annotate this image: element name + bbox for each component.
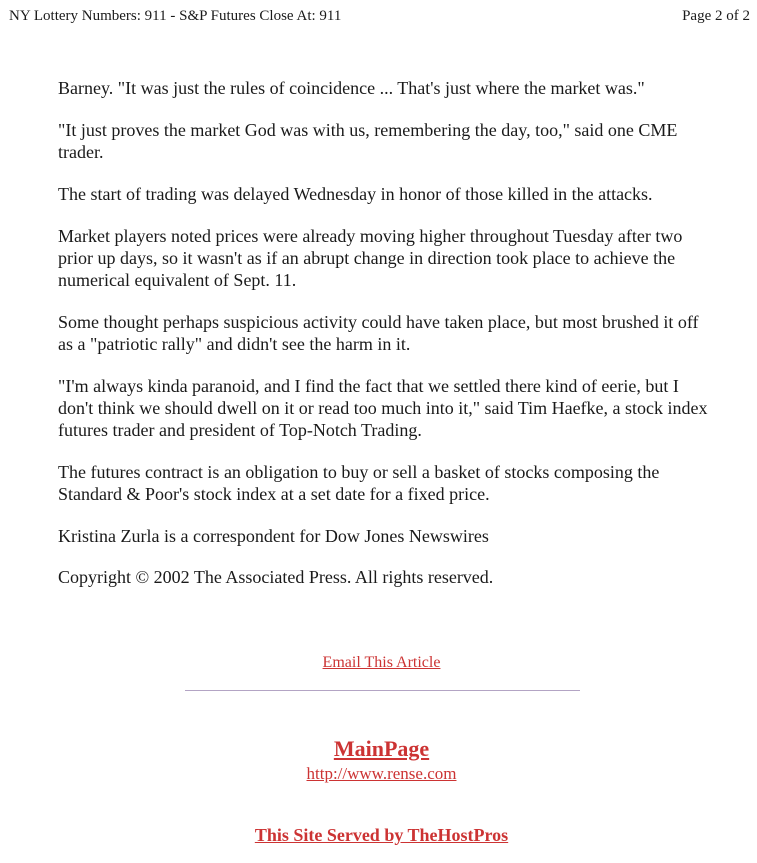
page-number: Page 2 of 2 — [682, 8, 750, 24]
article-paragraph: Barney. "It was just the rules of coincidence ... That's just where the market was." — [58, 78, 645, 98]
article-paragraph: Some thought perhaps suspicious activity could have taken place, but most brushed it off as a "patriotic rally" and didn't see the harm in it. — [58, 312, 699, 354]
host-link[interactable]: This Site Served by TheHostPros — [254, 825, 509, 845]
header-title: NY Lottery Numbers: 911 - S&P Futures Close At: 911 — [9, 8, 342, 24]
main-page-link[interactable]: MainPage — [333, 736, 430, 761]
site-url-link[interactable]: http://www.rense.com — [306, 764, 457, 783]
article-body — [58, 77, 718, 608]
email-article-link[interactable]: Email This Article — [322, 654, 441, 671]
copyright-notice: Copyright © 2002 The Associated Press. All rights reserved. — [58, 567, 494, 587]
article-paragraph: "I'm always kinda paranoid, and I find the fact that we settled there kind of eerie, but I don't think we should dwell on it or read too much into it," said Tim Haefke, a stock index futures trader and president of Top-Notch Trading. — [58, 376, 708, 440]
article-paragraph: The start of trading was delayed Wednesday in honor of those killed in the attacks. — [58, 184, 653, 204]
page-header — [9, 6, 750, 26]
divider — [185, 690, 580, 691]
article-paragraph: Kristina Zurla is a correspondent for Dow Jones Newswires — [58, 526, 489, 546]
article-paragraph: Market players noted prices were already moving higher throughout Tuesday after two prior up days, so it wasn't as if an abrupt change in direction took place to achieve the numerical equivalent of Sept. 11. — [58, 226, 683, 290]
article-paragraph: "It just proves the market God was with us, remembering the day, too," said one CME trader. — [58, 120, 678, 162]
article-paragraph: The futures contract is an obligation to buy or sell a basket of stocks composing the Standard & Poor's stock index at a set date for a fixed price. — [58, 462, 660, 504]
